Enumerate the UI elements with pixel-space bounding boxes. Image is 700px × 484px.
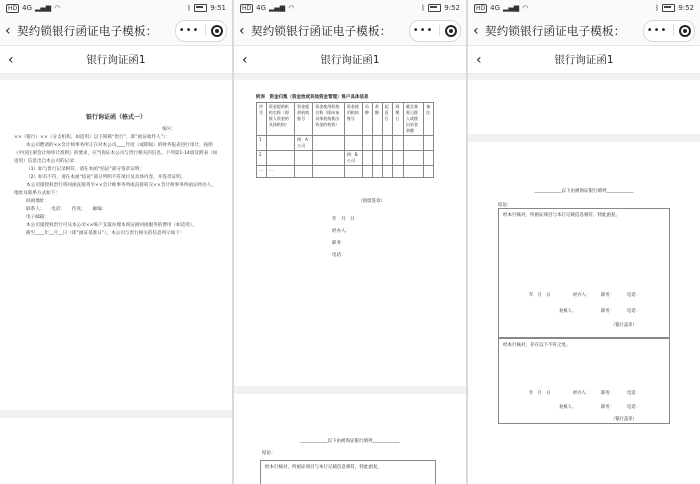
paragraph: （2）如有不符，请在本函“结论”部分列明不符项目及具体内容，并签章证明。 — [26, 175, 186, 180]
status-bar — [234, 0, 466, 16]
table-cell: … — [266, 166, 294, 178]
phone-label: 电话： — [627, 391, 640, 396]
hd-badge: HD — [476, 4, 486, 12]
back-icon[interactable]: ‹ — [473, 22, 479, 39]
paragraph: 本公司谨授权贵行可从本公司××账户支取办理本询证函回函服务的费用（如适用）。 — [26, 223, 197, 228]
table-header-cell: 备注 — [424, 103, 434, 136]
table-cell: 例：B公司 — [344, 151, 362, 166]
bank-section-heading: ____________以下由被询证银行填列____________ — [300, 439, 400, 444]
table-cell — [424, 136, 434, 151]
table-row — [257, 166, 434, 178]
table-cell — [295, 166, 313, 178]
table-cell — [344, 136, 362, 151]
signal-icon: ▂▄▆ — [269, 4, 286, 12]
battery-icon — [194, 4, 207, 12]
back-icon[interactable]: ‹ — [476, 52, 482, 68]
paragraph: 联系人： 电话： 传真： 邮编： — [26, 207, 107, 212]
reviewer-label: 复核人： — [559, 309, 577, 314]
page-navbar — [468, 46, 700, 74]
back-icon[interactable]: ‹ — [8, 52, 14, 68]
bluetooth-icon: ᛒ — [187, 4, 192, 12]
fund-table — [256, 102, 434, 178]
document-page — [468, 80, 700, 134]
divider — [673, 25, 674, 36]
wifi-icon: ◠ — [522, 4, 529, 12]
addressee: ××（银行）××（分支机构，如适用）以下简称“贵行”，即“函证收件人”）： — [14, 135, 170, 140]
table-cell — [382, 151, 393, 166]
table-cell — [266, 136, 294, 151]
table-header-cell: 资金使用机构名称（即向该具体机构拨出资金的机构） — [313, 103, 345, 136]
date-label: 年 月 日 — [529, 293, 551, 298]
table-cell — [344, 166, 362, 178]
phone-screen-2 — [234, 0, 466, 484]
hd-badge: HD — [8, 4, 18, 12]
bank-seal-label: （银行盖章） — [611, 323, 637, 328]
conclusion-text: 经本行核对，存在以下不符之处。 — [503, 343, 571, 348]
table-cell — [372, 166, 382, 178]
paragraph: 截至____年__月__日（即“函证基准日”），本公司与贵行相关的信息列示如下： — [26, 231, 185, 236]
app-title: 契约锁银行函证电子模板： — [17, 23, 158, 38]
conclusion-text: 经本行核对，所函证项目与本行记载信息相符，特此函复。 — [265, 465, 382, 470]
role-label: 职务： — [601, 293, 614, 298]
table-cell — [404, 166, 424, 178]
network-label: 4G — [22, 4, 33, 12]
table-title: 附表 资金归集（资金池或其他资金管理）账户具体信息 — [256, 95, 369, 100]
table-header-cell: 序号 — [257, 103, 267, 136]
bluetooth-icon: ᛒ — [655, 4, 660, 12]
handler-label: 经办人： — [573, 391, 591, 396]
signal-icon: ▂▄▆ — [503, 4, 520, 12]
app-title: 契约锁银行函证电子模板： — [485, 23, 626, 38]
paragraph: （1）如与贵行记录相符，请在本函“结论”部分签章证明； — [26, 167, 144, 172]
app-header — [0, 16, 232, 46]
clock: 9:52 — [678, 4, 694, 12]
wifi-icon: ◠ — [54, 4, 61, 12]
ellipsis-icon[interactable]: ••• — [178, 24, 200, 36]
back-icon[interactable]: ‹ — [239, 22, 245, 39]
handler-label: 经办人： — [332, 229, 350, 234]
divider — [439, 25, 440, 36]
ellipsis-icon[interactable]: ••• — [646, 24, 668, 36]
document-title: 银行询证函（格式一） — [85, 114, 146, 121]
table-cell — [393, 151, 404, 166]
wifi-icon: ◠ — [288, 4, 295, 12]
table-header-cell: 起息日 — [382, 103, 393, 136]
table-cell — [266, 151, 294, 166]
table-cell: 例：A公司 — [295, 136, 313, 151]
table-row — [257, 136, 434, 151]
miniprogram-capsule — [409, 20, 461, 42]
network-label: 4G — [490, 4, 501, 12]
phone-label: 电话： — [627, 309, 640, 314]
table-cell — [362, 136, 372, 151]
target-icon[interactable] — [211, 25, 223, 37]
table-cell — [424, 151, 434, 166]
phone-label: 电话： — [627, 293, 640, 298]
bank-section-heading: ____________以下由被询证银行填列____________ — [534, 189, 634, 194]
table-cell — [313, 151, 345, 166]
ellipsis-icon[interactable]: ••• — [412, 24, 434, 36]
page-title: 银行询证函1 — [554, 54, 614, 66]
target-icon[interactable] — [445, 25, 457, 37]
divider — [205, 25, 206, 36]
seal-label: （预留签章） — [358, 199, 385, 204]
table-cell — [404, 136, 424, 151]
role-label: 职务： — [601, 391, 614, 396]
page-title: 银行询证函1 — [86, 54, 146, 66]
table-row — [257, 151, 434, 166]
table-cell — [362, 166, 372, 178]
back-icon[interactable]: ‹ — [242, 52, 248, 68]
battery-icon — [428, 4, 441, 12]
table-header-cell: 余额 — [372, 103, 382, 136]
table-cell — [424, 166, 434, 178]
page-navbar — [0, 46, 232, 74]
battery-icon — [662, 4, 675, 12]
status-bar — [0, 0, 232, 16]
conclusion-text: 经本行核对，所函证项目与本行记载信息相符，特此函复。 — [503, 213, 620, 218]
table-cell — [382, 136, 393, 151]
table-cell: 1 — [257, 136, 267, 151]
date-label: 年 月 日 — [332, 217, 355, 222]
table-cell — [372, 136, 382, 151]
conclusion-label: 结论： — [262, 451, 276, 456]
table-header-cell: 资金使用机构账号 — [344, 103, 362, 136]
signal-icon: ▂▄▆ — [35, 4, 52, 12]
clock: 9:51 — [210, 4, 226, 12]
miniprogram-capsule — [175, 20, 227, 42]
target-icon[interactable] — [679, 25, 691, 37]
phone-label: 电话： — [627, 405, 640, 410]
app-header — [468, 16, 700, 46]
paragraph: 电子邮箱： — [26, 215, 49, 220]
role-label: 职务： — [332, 241, 346, 246]
app-title: 契约锁银行函证电子模板： — [251, 23, 392, 38]
table-cell — [362, 151, 372, 166]
table-header-cell: 到期日 — [393, 103, 404, 136]
table-cell — [313, 166, 345, 178]
document-number: 编号： — [162, 127, 176, 132]
paragraph: 回函地址： — [26, 199, 49, 204]
network-label: 4G — [256, 4, 267, 12]
table-cell — [404, 151, 424, 166]
document-page — [468, 142, 700, 484]
table-cell — [382, 166, 393, 178]
table-cell — [313, 136, 345, 151]
table-cell: 2 — [257, 151, 267, 166]
page-title: 银行询证函1 — [320, 54, 380, 66]
document-page — [0, 80, 232, 410]
phone-label: 电话： — [332, 253, 346, 258]
miniprogram-capsule — [643, 20, 695, 42]
page-navbar — [234, 46, 466, 74]
paragraph: 本公司聘请的××会计师事务所正在对本公司____年度（或期间）的财务报表进行审计，按照《中国注册会计师审计准则》的要求，应当询证本公司与贵行相关的信息。下列第1-14项及附表（如适用）信息出自本公司的记录： — [14, 143, 218, 164]
status-bar — [468, 0, 700, 16]
conclusion-label: 结论： — [498, 203, 512, 208]
conclusion-box — [260, 460, 436, 484]
bank-seal-label: （银行盖章） — [611, 417, 637, 422]
document-page — [0, 418, 232, 484]
date-label: 年 月 日 — [529, 391, 551, 396]
conclusion-box-mismatch — [498, 338, 670, 424]
paragraph: 本公司谨授权贵行将回函直接寄至××会计师事务所或直接转交××会计师事务所函证经办人，地址及联系方式如下： — [14, 183, 216, 196]
app-header — [234, 16, 466, 46]
clock: 9:52 — [444, 4, 460, 12]
phone-screen-3 — [468, 0, 700, 484]
table-cell — [393, 136, 404, 151]
conclusion-box-match — [498, 208, 670, 338]
handler-label: 经办人： — [573, 293, 591, 298]
table-header-cell: 资金提供机构名称（即拨入资金的具体机构） — [266, 103, 294, 136]
table-header-cell: 资金提供机构账号 — [295, 103, 313, 136]
table-header-cell: 币种 — [362, 103, 372, 136]
role-label: 职务： — [601, 405, 614, 410]
bluetooth-icon: ᛒ — [421, 4, 426, 12]
table-cell — [393, 166, 404, 178]
document-page — [234, 80, 466, 386]
table-cell — [372, 151, 382, 166]
document-page — [234, 394, 466, 484]
hd-badge: HD — [242, 4, 252, 12]
table-cell: … — [257, 166, 267, 178]
role-label: 职务： — [601, 309, 614, 314]
back-icon[interactable]: ‹ — [5, 22, 11, 39]
table-cell — [295, 151, 313, 166]
table-header-cell: 截至基准日拨入或拨出资金余额 — [404, 103, 424, 136]
phone-screen-1 — [0, 0, 232, 484]
table-header-row — [257, 103, 434, 136]
reviewer-label: 复核人： — [559, 405, 577, 410]
